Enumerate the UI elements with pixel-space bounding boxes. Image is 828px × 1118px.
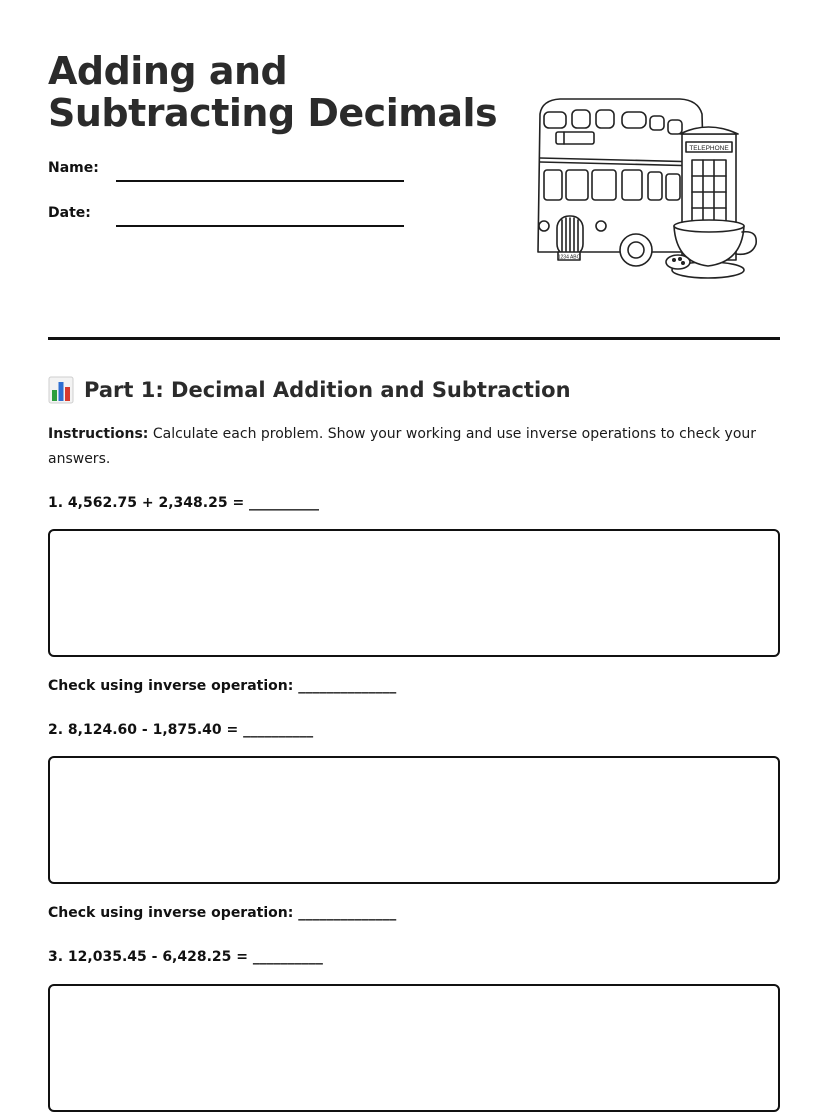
- part1-title: Part 1: Decimal Addition and Subtraction: [84, 378, 571, 402]
- name-field[interactable]: [116, 180, 404, 182]
- problem-1-check: Check using inverse operation: ______________: [48, 678, 397, 694]
- part1-heading: [48, 374, 571, 406]
- instructions: [48, 422, 768, 472]
- problem-2-work-box[interactable]: [48, 756, 780, 884]
- date-label: Date:: [48, 205, 91, 221]
- london-illustration: [530, 92, 758, 288]
- bar-chart-icon: [48, 376, 74, 404]
- booth-sign: TELEPHONE: [689, 145, 729, 152]
- instructions-label: Instructions:: [48, 426, 149, 442]
- problem-3-question: 3. 12,035.45 - 6,428.25 = __________: [48, 949, 323, 965]
- problem-1-question: 1. 4,562.75 + 2,348.25 = __________: [48, 495, 320, 511]
- header-divider: [48, 337, 780, 340]
- bus-plate: 1234 ABC: [557, 254, 581, 261]
- problem-2-question: 2. 8,124.60 - 1,875.40 = __________: [48, 722, 314, 738]
- instructions-text: Calculate each problem. Show your working and use inverse operations to check your answers.: [48, 426, 757, 467]
- problem-3-work-box[interactable]: [48, 984, 780, 1112]
- problem-2-check: Check using inverse operation: ______________: [48, 905, 397, 921]
- name-label: Name:: [48, 160, 99, 176]
- problem-1-work-box[interactable]: [48, 529, 780, 657]
- worksheet-title: Adding and Subtracting Decimals: [48, 49, 498, 135]
- date-field[interactable]: [116, 225, 404, 227]
